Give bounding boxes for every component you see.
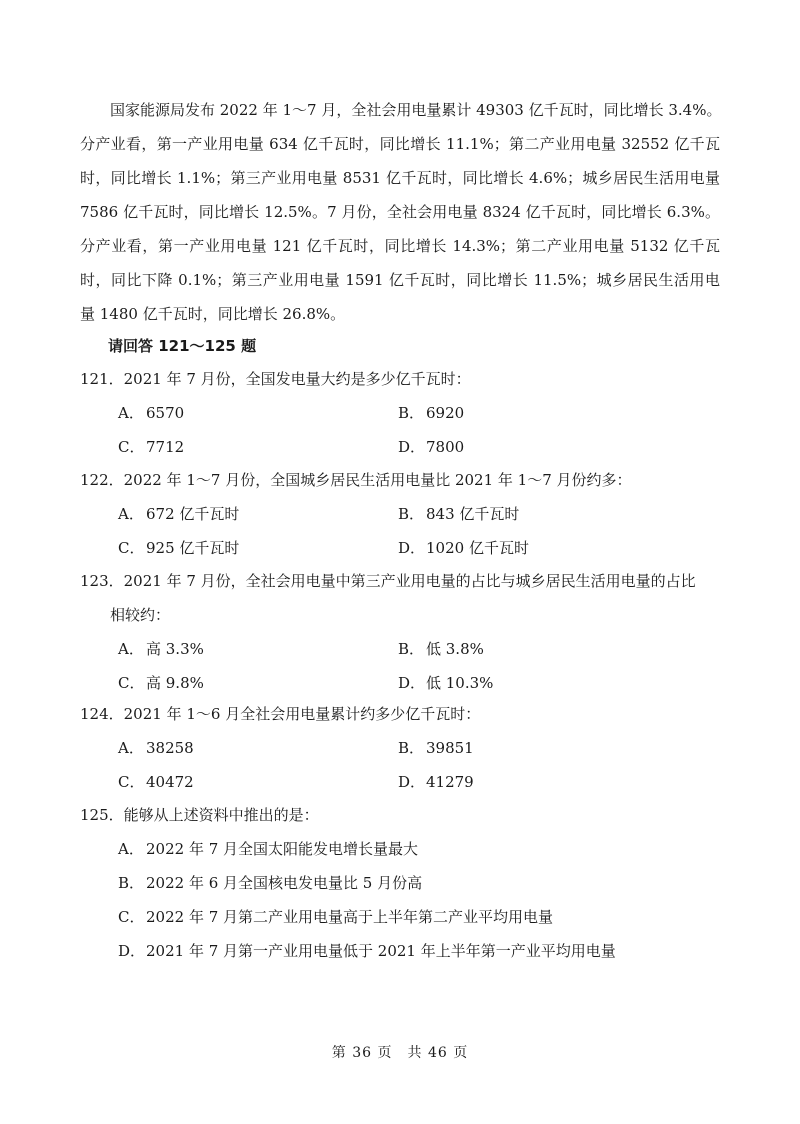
option-letter: C．	[118, 773, 145, 791]
question-text: 2022 年 1～7 月份，全国城乡居民生活用电量比 2021 年 1～7 月份约多：	[123, 471, 632, 489]
question-text-continued: 相较约：	[110, 606, 171, 624]
option-list	[80, 731, 740, 799]
question-text: 2021 年 7 月份，全国发电量大约是多少亿千瓦时：	[123, 370, 471, 388]
option-d[interactable]	[398, 765, 474, 799]
option-b[interactable]	[398, 497, 519, 531]
option-letter: B．	[398, 404, 425, 422]
passage-line: 7586 亿千瓦时，同比增长 12.5%。7 月份，全社会用电量 8324 亿千瓦时，同比增长 6.3%。	[80, 203, 720, 221]
option-d[interactable]	[398, 430, 464, 464]
passage-line: 时，同比下降 0.1%；第三产业用电量 1591 亿千瓦时，同比增长 11.5%；城乡居民生活用电	[80, 271, 720, 289]
data-passage	[80, 93, 720, 331]
option-c[interactable]	[118, 765, 194, 799]
passage-line: 时，同比增长 1.1%；第三产业用电量 8531 亿千瓦时，同比增长 4.6%；城乡居民生活用电量	[80, 169, 720, 187]
option-letter: B．	[398, 505, 425, 523]
option-text: 925 亿千瓦时	[146, 539, 240, 557]
question-125	[80, 798, 740, 968]
question-121	[80, 362, 740, 464]
option-text: 1020 亿千瓦时	[426, 539, 529, 557]
option-c[interactable]	[118, 900, 553, 934]
option-b[interactable]	[398, 632, 484, 666]
option-letter: C．	[118, 908, 145, 926]
option-text: 高 9.8%	[146, 674, 204, 692]
option-text: 39851	[426, 739, 474, 757]
option-b[interactable]	[398, 396, 464, 430]
question-stem	[80, 798, 740, 832]
question-text: 2021 年 7 月份，全社会用电量中第三产业用电量的占比与城乡居民生活用电量的占比	[123, 572, 696, 590]
option-list	[80, 832, 740, 968]
option-letter: D．	[398, 539, 426, 557]
question-124	[80, 697, 740, 799]
option-text: 6920	[426, 404, 465, 422]
option-b[interactable]	[398, 731, 474, 765]
option-letter: A．	[118, 840, 144, 858]
option-letter: B．	[398, 640, 425, 658]
question-number: 125．	[80, 806, 124, 824]
passage-line: 分产业看，第一产业用电量 634 亿千瓦时，同比增长 11.1%；第二产业用电量 32552 亿千瓦	[80, 135, 720, 153]
option-letter: A．	[118, 404, 144, 422]
section-heading: 请回答 121～125 题	[108, 337, 257, 355]
passage-line: 国家能源局发布 2022 年 1～7 月，全社会用电量累计 49303 亿千瓦时，同比增长 3.4%。	[110, 101, 722, 119]
question-123	[80, 564, 740, 700]
option-d[interactable]	[398, 666, 493, 700]
question-number: 121．	[80, 370, 124, 388]
option-text: 高 3.3%	[146, 640, 204, 658]
question-stem	[80, 362, 740, 396]
question-stem	[80, 463, 740, 497]
option-c[interactable]	[118, 430, 184, 464]
option-a[interactable]	[118, 396, 184, 430]
option-text: 6570	[146, 404, 185, 422]
option-letter: B．	[398, 739, 425, 757]
option-text: 2022 年 7 月全国太阳能发电增长量最大	[146, 840, 419, 858]
question-number: 122．	[80, 471, 124, 489]
option-c[interactable]	[118, 666, 204, 700]
option-text: 2021 年 7 月第一产业用电量低于 2021 年上半年第一产业平均用电量	[146, 942, 616, 960]
question-text: 能够从上述资料中推出的是：	[123, 806, 319, 824]
option-text: 38258	[146, 739, 194, 757]
option-a[interactable]	[118, 497, 239, 531]
option-letter: C．	[118, 438, 145, 456]
option-letter: A．	[118, 739, 144, 757]
option-letter: A．	[118, 640, 144, 658]
option-text: 2022 年 7 月第二产业用电量高于上半年第二产业平均用电量	[146, 908, 554, 926]
option-letter: A．	[118, 505, 144, 523]
option-letter: C．	[118, 674, 145, 692]
option-text: 7712	[146, 438, 185, 456]
option-text: 41279	[426, 773, 474, 791]
option-b[interactable]	[118, 866, 422, 900]
option-letter: D．	[118, 942, 146, 960]
option-list	[80, 632, 740, 700]
page-footer: 第 36 页 共 46 页	[331, 1045, 469, 1061]
option-letter: C．	[118, 539, 145, 557]
question-number: 123．	[80, 572, 124, 590]
passage-line: 量 1480 亿千瓦时，同比增长 26.8%。	[80, 305, 346, 323]
option-a[interactable]	[118, 832, 418, 866]
option-text: 低 3.8%	[426, 640, 484, 658]
option-list	[80, 497, 740, 565]
question-number: 124．	[80, 705, 124, 723]
option-d[interactable]	[398, 531, 529, 565]
option-text: 843 亿千瓦时	[426, 505, 520, 523]
option-a[interactable]	[118, 632, 204, 666]
question-stem	[80, 564, 740, 598]
option-text: 40472	[146, 773, 194, 791]
option-text: 7800	[426, 438, 465, 456]
option-letter: D．	[398, 773, 426, 791]
option-letter: B．	[118, 874, 145, 892]
option-text: 低 10.3%	[426, 674, 494, 692]
option-d[interactable]	[118, 934, 616, 968]
option-text: 672 亿千瓦时	[146, 505, 240, 523]
question-stem	[80, 697, 740, 731]
option-a[interactable]	[118, 731, 194, 765]
question-122	[80, 463, 740, 565]
option-list	[80, 396, 740, 464]
passage-line: 分产业看，第一产业用电量 121 亿千瓦时，同比增长 14.3%；第二产业用电量 5132 亿千瓦	[80, 237, 720, 255]
question-text: 2021 年 1～6 月全社会用电量累计约多少亿千瓦时：	[123, 705, 481, 723]
option-letter: D．	[398, 438, 426, 456]
option-text: 2022 年 6 月全国核电发电量比 5 月份高	[146, 874, 423, 892]
option-c[interactable]	[118, 531, 239, 565]
option-letter: D．	[398, 674, 426, 692]
